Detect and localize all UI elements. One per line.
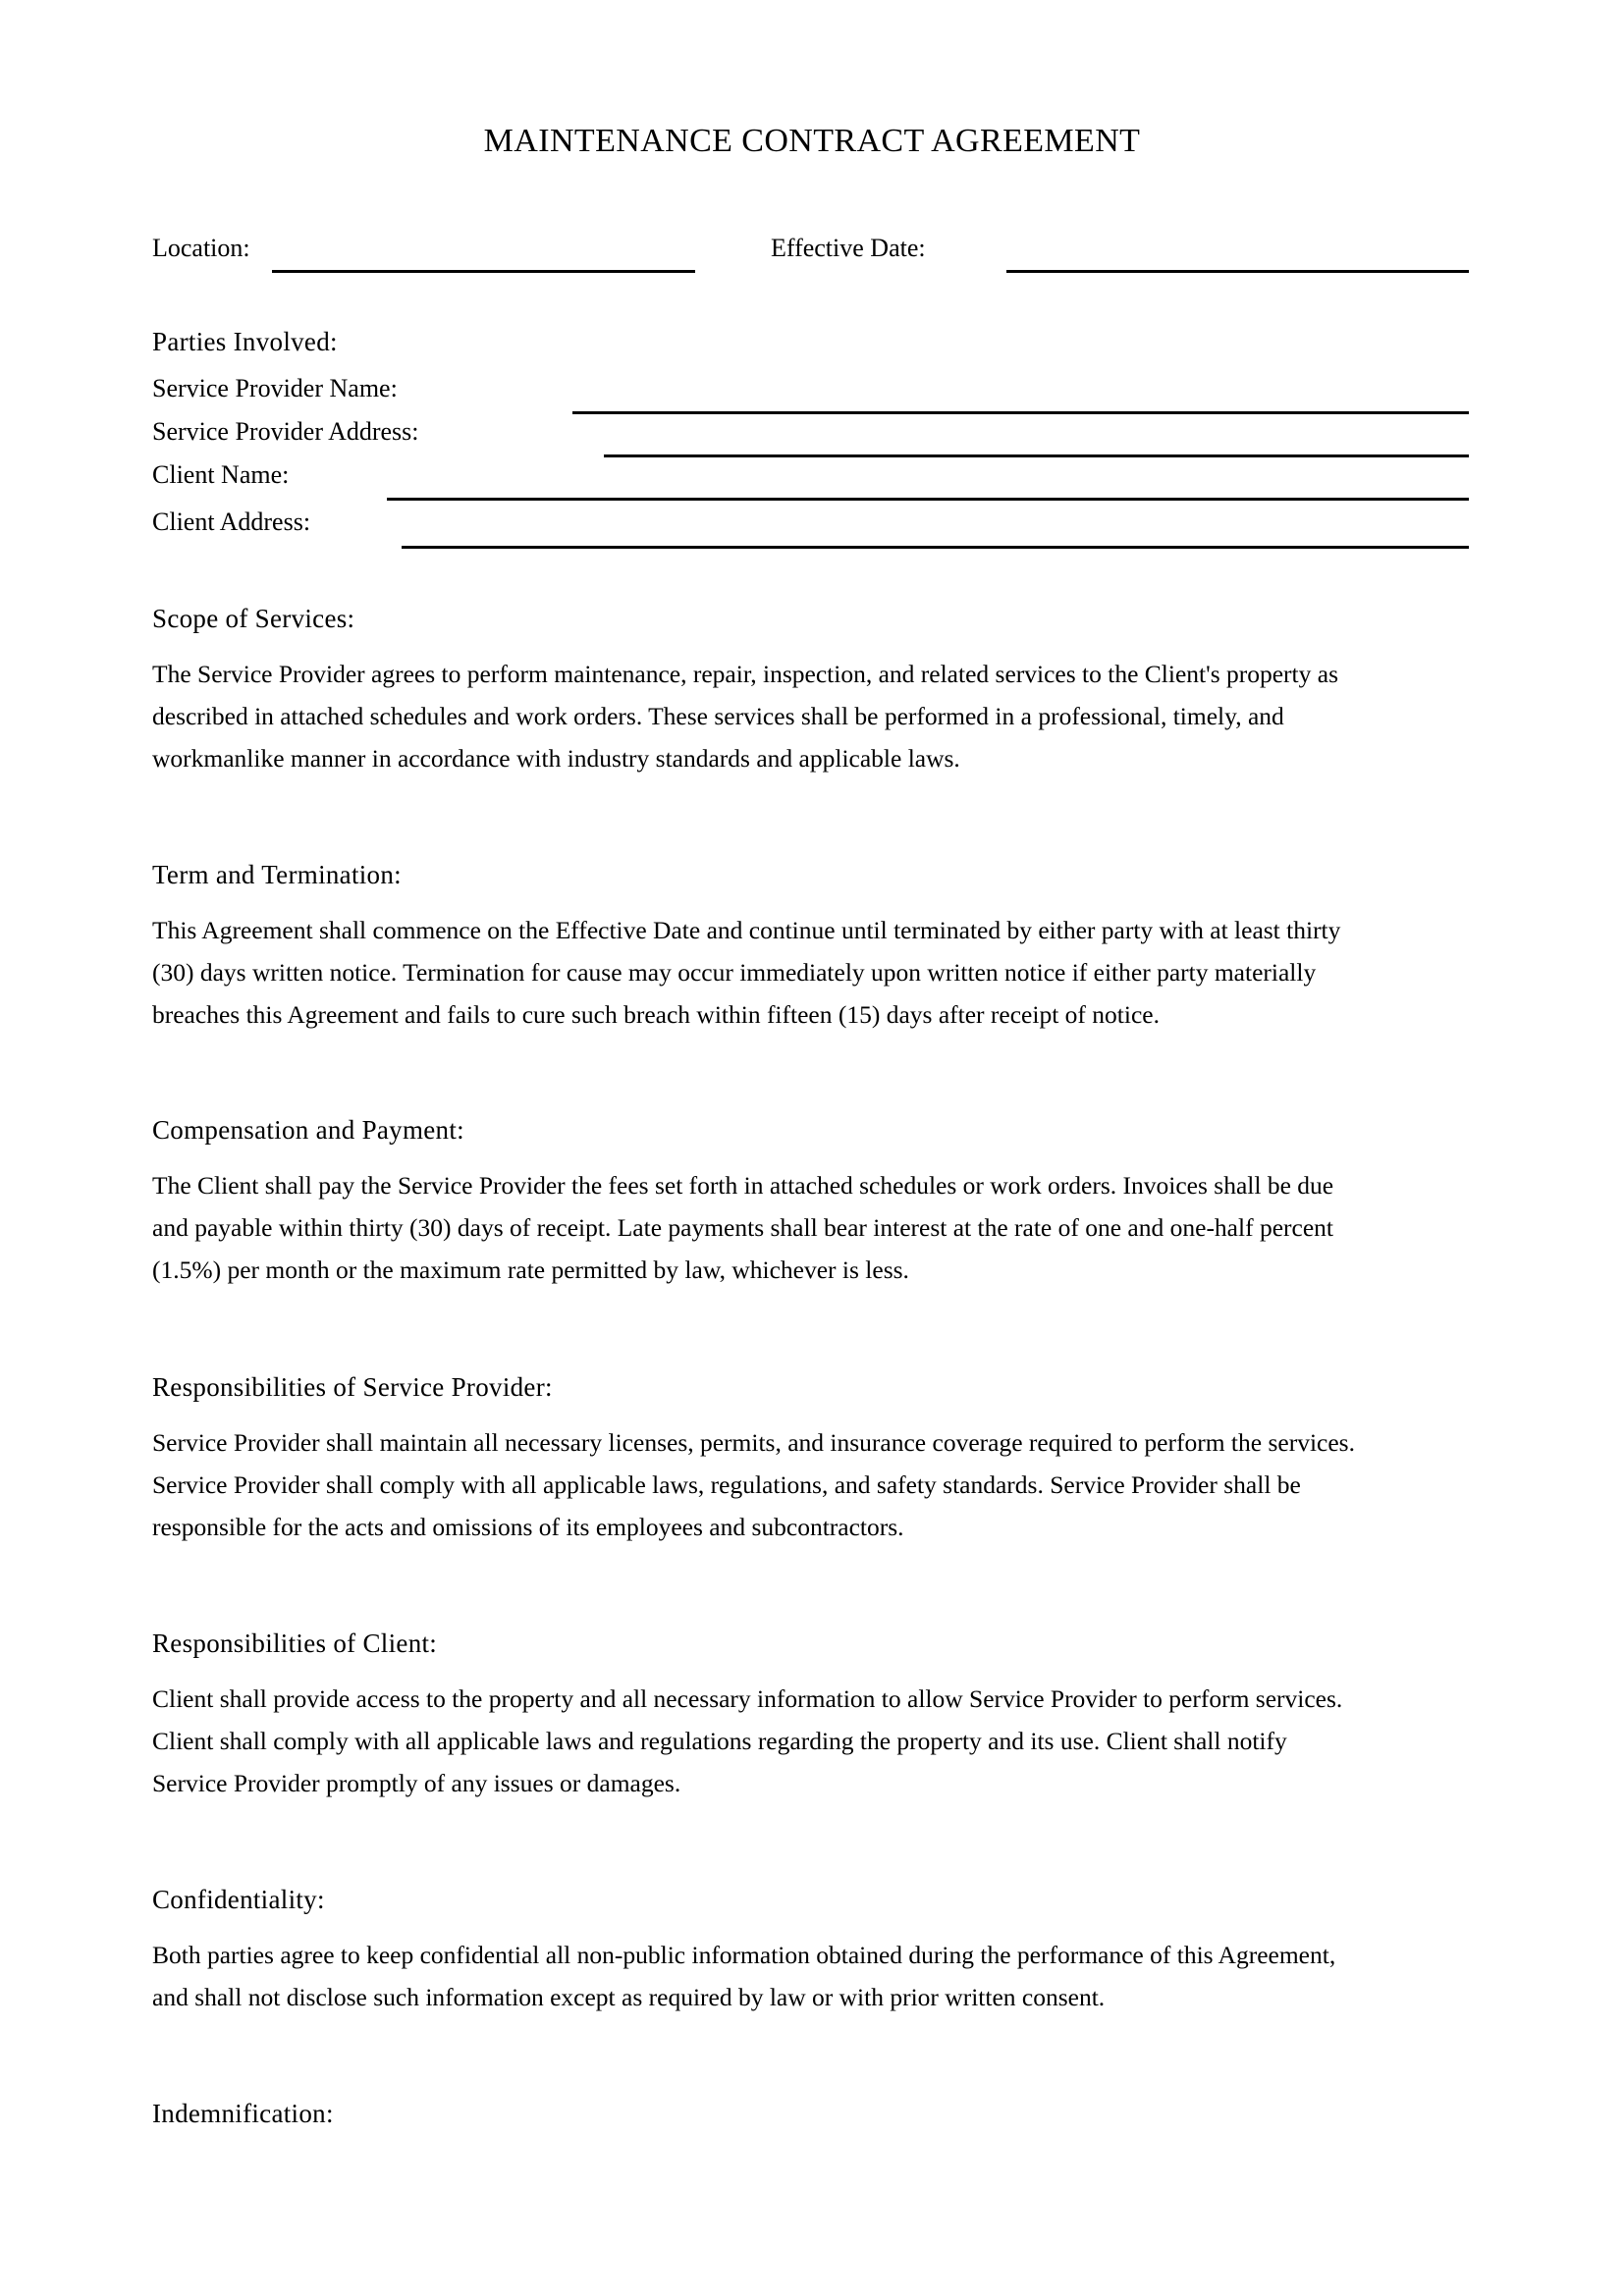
effective-date-input-rule[interactable]: [1006, 270, 1469, 273]
responsibilities-of-service-provider-heading: Responsibilities of Service Provider:: [152, 1372, 553, 1402]
location-input-rule[interactable]: [272, 270, 695, 273]
responsibilities-of-client-body: [152, 1678, 1473, 1804]
location-label: Location:: [152, 234, 250, 262]
parties-involved-heading: Parties Involved:: [152, 327, 338, 356]
paragraph-line: and payable within thirty (30) days of receipt. Late payments shall bear interest at the rate of one and one-half percent: [152, 1213, 1333, 1242]
confidentiality-body: [152, 1934, 1473, 2018]
service-provider-address-input-rule[interactable]: [604, 454, 1469, 457]
paragraph-line: Both parties agree to keep confidential all non-public information obtained during the performance of this Agreement,: [152, 1941, 1336, 1969]
paragraph-line: Client shall provide access to the property and all necessary information to allow Service Provider to perform services.: [152, 1684, 1343, 1713]
paragraph-line: responsible for the acts and omissions of its employees and subcontractors.: [152, 1513, 904, 1541]
compensation-and-payment-heading: Compensation and Payment:: [152, 1115, 464, 1145]
term-and-termination-body: [152, 909, 1473, 1036]
service-provider-name-input-rule[interactable]: [572, 411, 1469, 414]
paragraph-line: Service Provider shall comply with all applicable laws, regulations, and safety standards. Service Provider shall be: [152, 1470, 1301, 1499]
paragraph-line: and shall not disclose such information except as required by law or with prior written consent.: [152, 1983, 1106, 2011]
paragraph-line: described in attached schedules and work orders. These services shall be performed in a professional, timely, and: [152, 702, 1284, 730]
page-title: MAINTENANCE CONTRACT AGREEMENT: [483, 123, 1141, 159]
client-name-label: Client Name:: [152, 460, 290, 489]
scope-of-services-heading: Scope of Services:: [152, 604, 355, 633]
indemnification-heading: Indemnification:: [152, 2099, 334, 2128]
confidentiality-heading: Confidentiality:: [152, 1885, 325, 1914]
paragraph-line: breaches this Agreement and fails to cure such breach within fifteen (15) days after receipt of notice.: [152, 1000, 1160, 1029]
effective-date-label: Effective Date:: [771, 234, 926, 262]
service-provider-address-label: Service Provider Address:: [152, 417, 419, 446]
paragraph-line: Service Provider promptly of any issues or damages.: [152, 1769, 681, 1797]
paragraph-line: workmanlike manner in accordance with industry standards and applicable laws.: [152, 744, 960, 773]
scope-of-services-body: [152, 653, 1473, 779]
service-provider-name-label: Service Provider Name:: [152, 374, 398, 402]
responsibilities-of-client-heading: Responsibilities of Client:: [152, 1629, 438, 1658]
client-name-input-rule[interactable]: [387, 498, 1469, 501]
paragraph-line: (1.5%) per month or the maximum rate permitted by law, whichever is less.: [152, 1255, 909, 1284]
paragraph-line: Service Provider shall maintain all necessary licenses, permits, and insurance coverage required to perform the services.: [152, 1428, 1355, 1457]
paragraph-line: The Service Provider agrees to perform maintenance, repair, inspection, and related services to the Client's property as: [152, 660, 1339, 688]
client-address-label: Client Address:: [152, 507, 311, 536]
paragraph-line: (30) days written notice. Termination for cause may occur immediately upon written notice if either party materially: [152, 958, 1317, 987]
compensation-and-payment-body: [152, 1164, 1473, 1291]
paragraph-line: Client shall comply with all applicable laws and regulations regarding the property and its use. Client shall notify: [152, 1727, 1287, 1755]
client-address-input-rule[interactable]: [402, 546, 1469, 549]
paragraph-line: This Agreement shall commence on the Effective Date and continue until terminated by either party with at least thirty: [152, 916, 1341, 944]
paragraph-line: The Client shall pay the Service Provider the fees set forth in attached schedules or work orders. Invoices shall be due: [152, 1171, 1334, 1200]
term-and-termination-heading: Term and Termination:: [152, 860, 402, 889]
responsibilities-of-service-provider-body: [152, 1421, 1473, 1548]
